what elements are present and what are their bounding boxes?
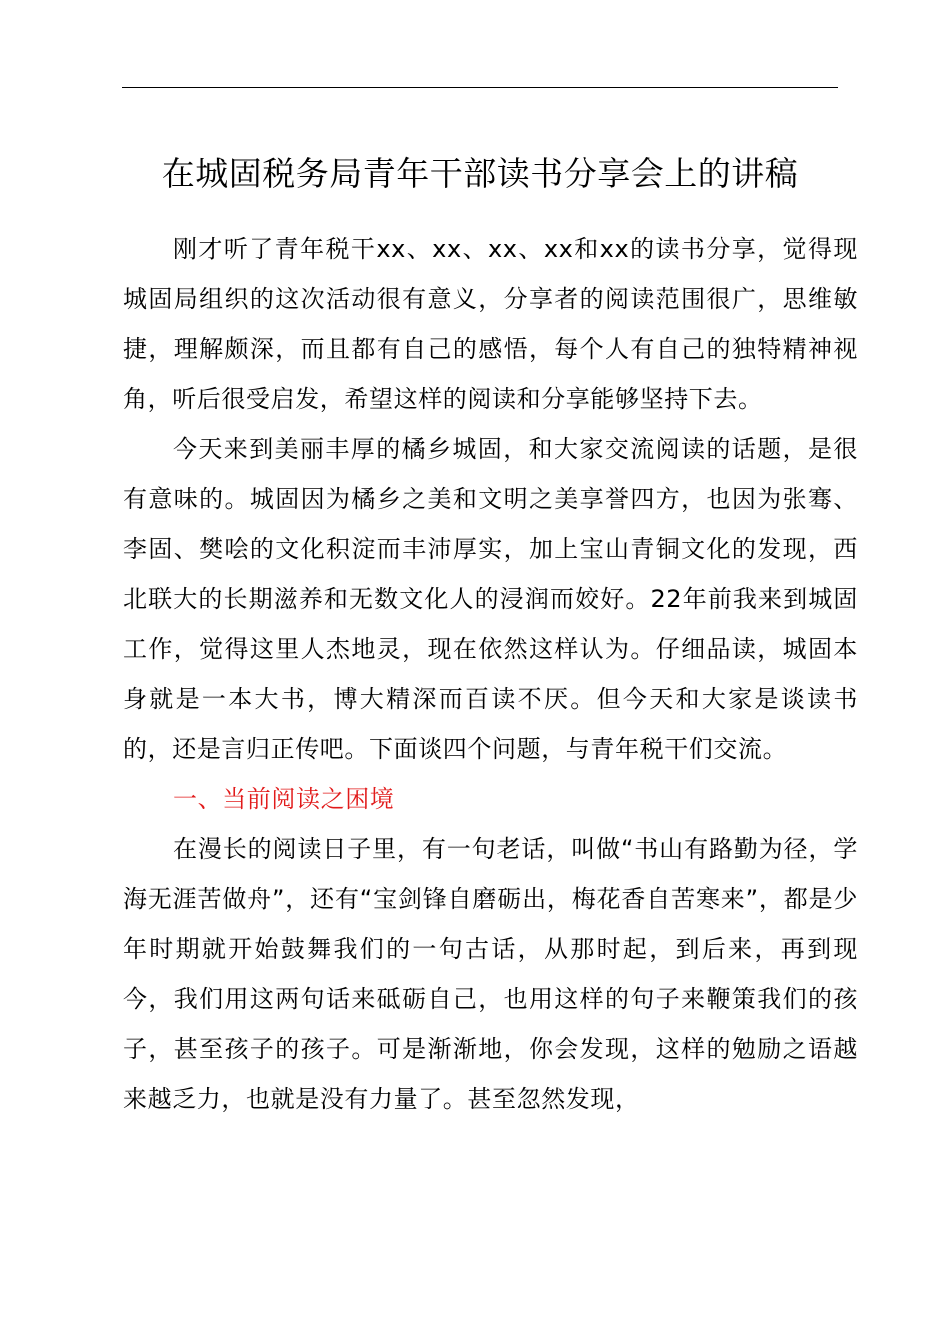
paragraph-2: 今天来到美丽丰厚的橘乡城固，和大家交流阅读的话题，是很有意味的。城固因为橘乡之美和文明之美享誉四方，也因为张骞、李固、樊哙的文化积淀而丰沛厚实，加上宝山青铜文化的发现，西北联大的长期滋养和无数文化人的浸润而姣好。22年前我来到城固工作，觉得这里人杰地灵，现在依然这样认为。仔细品读，城固本身就是一本大书，博大精深而百读不厌。但今天和大家是谈读书的，还是言归正传吧。下面谈四个问题，与青年税干们交流。 (123, 435, 858, 763)
document-title: 在城固税务局青年干部读书分享会上的讲稿 (161, 154, 799, 193)
section-paragraph: 在漫长的阅读日子里，有一句老话，叫做“书山有路勤为径，学海无涯苦做舟”，还有“宝剑锋自磨砺出，梅花香自苦寒来”，都是少年时期就开始鼓舞我们的一句古话，从那时起，到后来，再到现今，我们用这两句话来砥砺自己，也用这样的句子来鞭策我们的孩子，甚至孩子的孩子。可是渐渐地，你会发现，这样的勉励之语越来越乏力，也就是没有力量了。甚至忽然发现， (123, 835, 858, 1113)
section-heading: 一、当前阅读之困境 (173, 785, 395, 813)
header-rule (122, 87, 838, 88)
document-body (123, 224, 858, 1124)
paragraph-1: 刚才听了青年税干xx、xx、xx、xx和xx的读书分享，觉得现城固局组织的这次活动很有意义，分享者的阅读范围很广，思维敏捷，理解颇深，而且都有自己的感悟，每个人有自己的独特精神视角，听后很受启发，希望这样的阅读和分享能够坚持下去。 (123, 235, 858, 413)
